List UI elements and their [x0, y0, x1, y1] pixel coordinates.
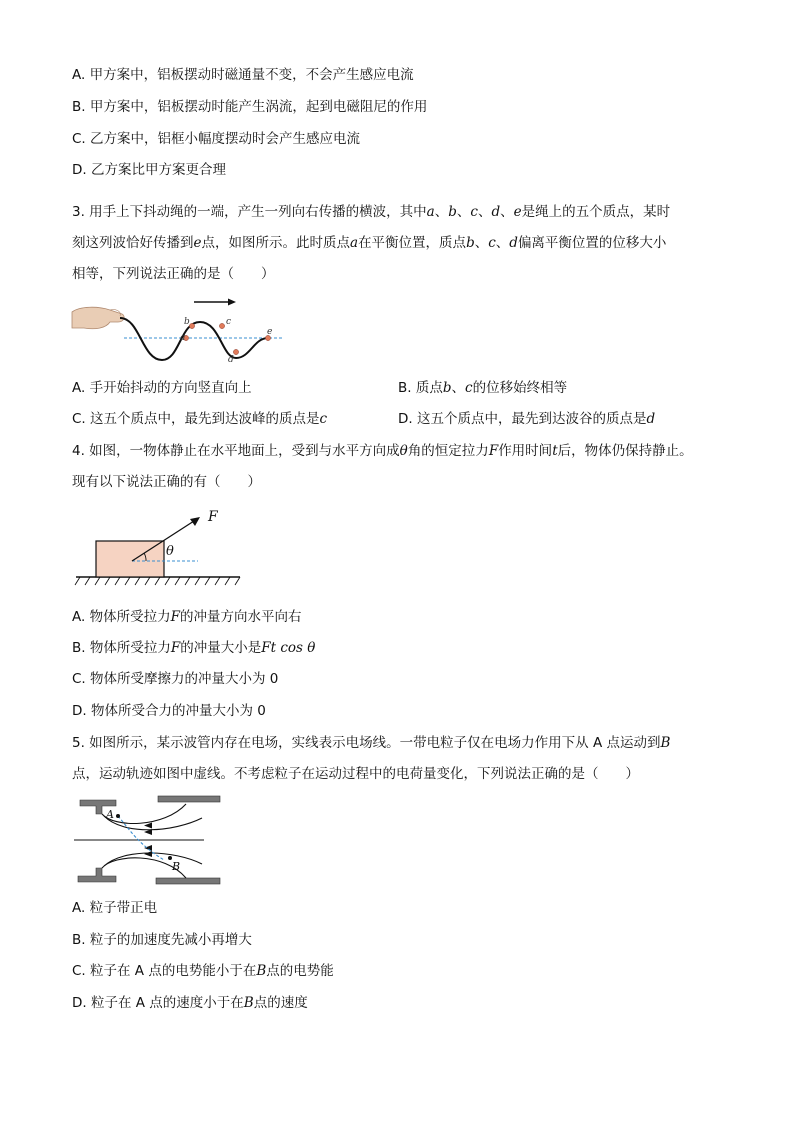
q2-option-c: C. 乙方案中，铝框小幅度摆动时会产生感应电流: [72, 131, 361, 147]
q2-option-a: A. 甲方案中，铝板摆动时磁通量不变，不会产生感应电流: [72, 67, 414, 83]
q4-option-a: A. 物体所受拉力F的冲量方向水平向右: [72, 609, 302, 625]
point-d: [233, 349, 238, 354]
q3-option-d: D. 这五个质点中，最先到达波谷的质点是d: [398, 411, 656, 427]
point-b: [189, 323, 194, 328]
q5-option-d: D. 粒子在 A 点的速度小于在B点的速度: [72, 995, 308, 1011]
electrode-top-right: [158, 796, 220, 802]
oscilloscope-field-figure: [74, 792, 224, 892]
q4-option-c: C. 物体所受摩擦力的冲量大小为 0: [72, 671, 279, 687]
q3-option-c: C. 这五个质点中，最先到达波峰的质点是c: [72, 411, 328, 427]
q2-option-d: D. 乙方案比甲方案更合理: [72, 162, 226, 178]
q5-stem-line1: 5. 如图所示，某示波管内存在电场，实线表示电场线。一带电粒子仅在电场力作用下从 A 点运动到B: [72, 735, 671, 751]
q5-option-a: A. 粒子带正电: [72, 900, 158, 916]
label-B: B: [172, 860, 181, 873]
q3-stem-line3: 相等，下列说法正确的是（ ）: [72, 266, 275, 282]
q5-stem-line2: 点，运动轨迹如图中虚线。不考虑粒子在运动过程中的电荷量变化，下列说法正确的是（ ）: [72, 766, 639, 782]
field-line: [102, 804, 186, 823]
electrode-bottom-left: [78, 868, 116, 882]
field-line: [104, 816, 202, 830]
q4-option-b: B. 物体所受拉力F的冲量大小是Ft cos θ: [72, 640, 316, 656]
point-c: [219, 323, 224, 328]
q2-option-b: B. 甲方案中，铝板摆动时能产生涡流，起到电磁阻尼的作用: [72, 99, 428, 115]
q4-option-d: D. 物体所受合力的冲量大小为 0: [72, 703, 266, 719]
q3-stem-line2: 刻这列波恰好传播到e点，如图所示。此时质点a在平衡位置，质点b、c、d偏离平衡位置的位移大小: [72, 235, 667, 251]
label-a: a: [180, 333, 186, 343]
block-force-figure: [74, 505, 244, 593]
label-c: c: [226, 317, 232, 327]
q4-stem-line2: 现有以下说法正确的有（ ）: [72, 474, 261, 490]
label-A: A: [106, 808, 114, 821]
wave-figure: [70, 292, 290, 372]
label-e: e: [267, 327, 273, 337]
label-d: d: [228, 355, 234, 365]
label-b: b: [184, 317, 190, 327]
q3-option-b: B. 质点b、c的位移始终相等: [398, 380, 568, 396]
q3-option-a: A. 手开始抖动的方向竖直向上: [72, 380, 252, 396]
electrode-bottom-right: [156, 878, 220, 884]
q5-option-c: C. 粒子在 A 点的电势能小于在B点的电势能: [72, 963, 334, 979]
q3-stem-line1: 3. 用手上下抖动绳的一端，产生一列向右传播的横波，其中a、b、c、d、e是绳上的五个质点，某时: [72, 204, 671, 220]
theta-label: θ: [166, 544, 174, 559]
force-label: F: [208, 509, 218, 525]
q5-option-b: B. 粒子的加速度先减小再增大: [72, 932, 252, 948]
hand-image: [72, 307, 124, 329]
q4-stem-line1: 4. 如图，一物体静止在水平地面上，受到与水平方向成θ角的恒定拉力F作用时间t后，物体仍保持静止。: [72, 443, 693, 459]
point-A: [116, 814, 120, 818]
